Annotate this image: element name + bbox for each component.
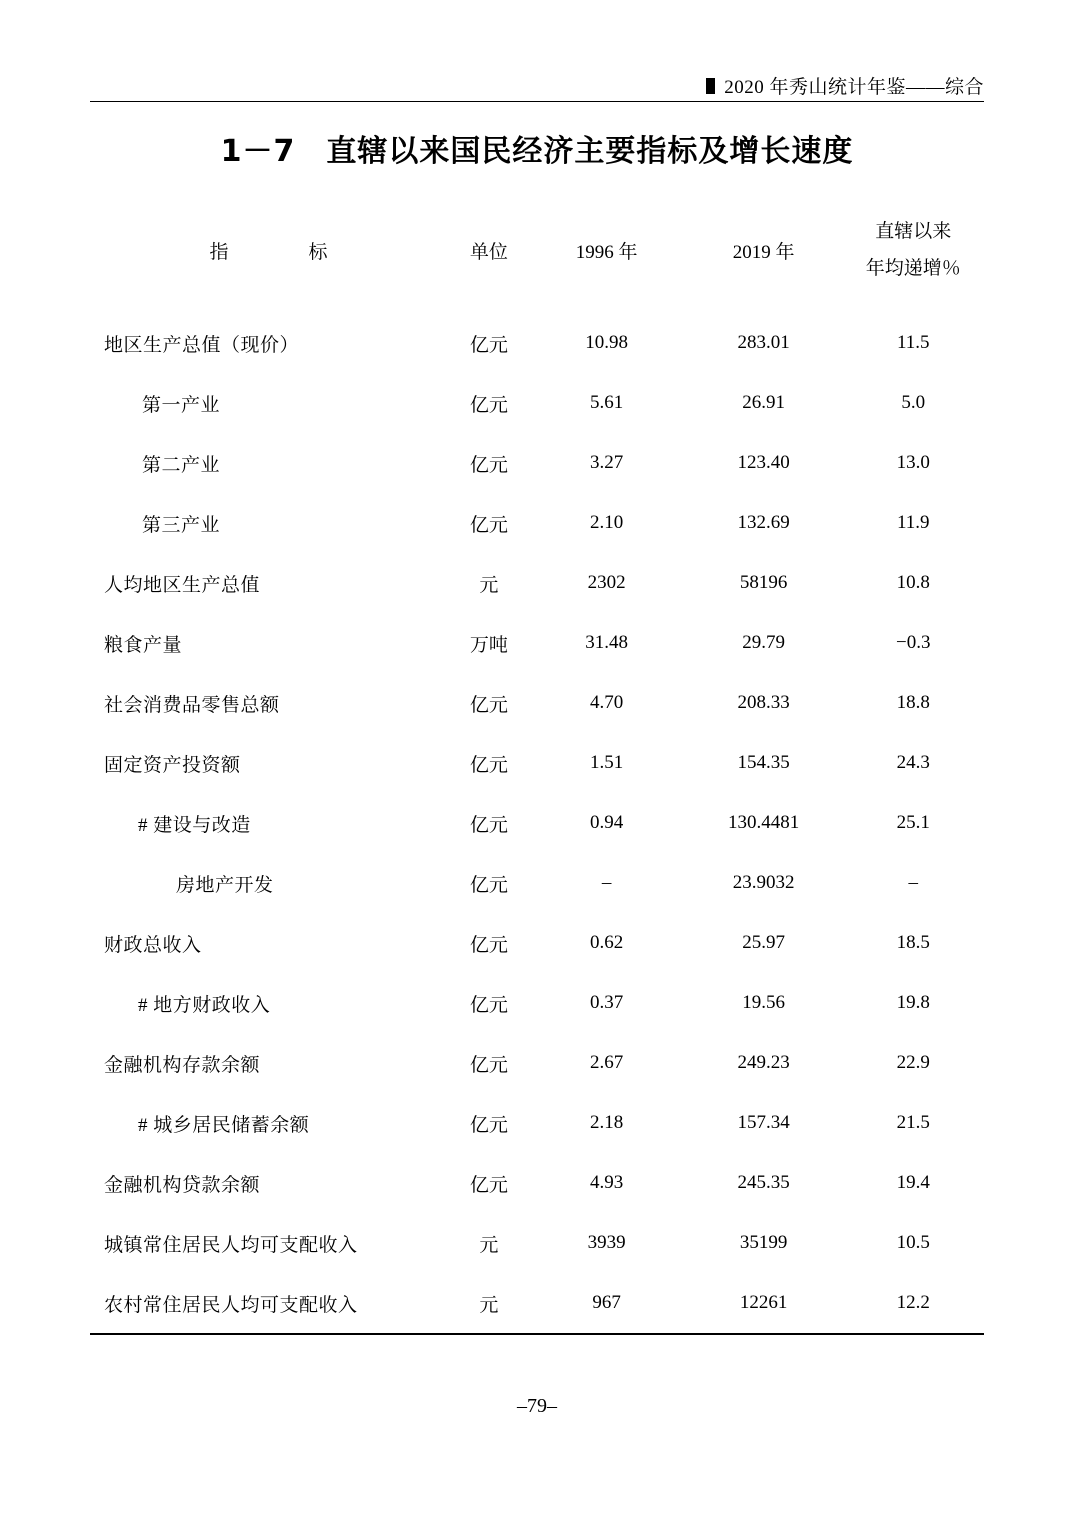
cell-value-1996: –	[601, 872, 612, 893]
cell-value-growth: 13.0	[896, 452, 930, 473]
cell-indicator: 农村常住居民人均可支配收入	[90, 1273, 449, 1334]
cell-unit: 亿元	[469, 1114, 508, 1136]
cell-value-2019: 157.34	[737, 1112, 790, 1133]
cell-indicator: 地区生产总值（现价）	[104, 334, 300, 356]
page-header	[90, 72, 984, 104]
statistics-table	[90, 188, 984, 1335]
table-row	[90, 493, 984, 553]
cell-value-2019: 123.40	[737, 452, 790, 473]
cell-value-growth: 21.5	[896, 1112, 930, 1133]
cell-value-growth: 10.8	[896, 572, 930, 593]
cell-unit: 元	[479, 1234, 499, 1256]
table-row	[90, 433, 984, 493]
table-row	[90, 553, 984, 613]
cell-value-2019: 283.01	[737, 332, 790, 353]
table-row	[90, 853, 984, 913]
cell-value-1996: 3.27	[590, 452, 624, 473]
cell-unit: 亿元	[469, 454, 508, 476]
cell-value-2019: 35199	[739, 1232, 788, 1253]
cell-value-1996: 5.61	[590, 392, 624, 413]
cell-unit: 亿元	[469, 394, 508, 416]
cell-value-growth: 24.3	[896, 752, 930, 773]
cell-value-2019: 58196	[739, 572, 788, 593]
cell-value-2019: 29.79	[742, 632, 785, 653]
table-row	[90, 733, 984, 793]
cell-unit: 亿元	[469, 1054, 508, 1076]
page-number: –79–	[517, 1395, 557, 1417]
cell-value-growth: 19.4	[896, 1172, 930, 1193]
table-row	[90, 1033, 984, 1093]
column-header-growth	[843, 188, 984, 313]
cell-unit: 亿元	[469, 514, 508, 536]
cell-value-1996: 10.98	[585, 332, 629, 353]
cell-unit: 亿元	[469, 934, 508, 956]
cell-value-growth: −0.3	[896, 632, 931, 653]
page-title: 1－7 直辖以来国民经济主要指标及增长速度	[220, 134, 854, 169]
cell-value-1996: 4.70	[590, 692, 624, 713]
table-row	[90, 1213, 984, 1273]
table-row	[90, 913, 984, 973]
cell-value-1996: 31.48	[585, 632, 629, 653]
table-row	[90, 673, 984, 733]
cell-indicator: # 城乡居民储蓄余额	[138, 1114, 310, 1136]
cell-indicator: # 地方财政收入	[138, 994, 271, 1016]
table-row	[90, 1093, 984, 1153]
table-row	[90, 973, 984, 1033]
column-header-growth-line2: 年均递增％	[865, 257, 961, 279]
table-row	[90, 793, 984, 853]
cell-indicator: 固定资产投资额	[104, 754, 241, 776]
cell-value-1996: 1.51	[590, 752, 624, 773]
cell-unit: 亿元	[469, 754, 508, 776]
cell-indicator: 财政总收入	[104, 934, 202, 956]
cell-value-2019: 154.35	[737, 752, 790, 773]
cell-value-1996: 0.62	[590, 932, 624, 953]
table-row	[90, 373, 984, 433]
cell-unit: 亿元	[469, 994, 508, 1016]
cell-value-growth: 18.8	[896, 692, 930, 713]
cell-value-1996: 2.18	[590, 1112, 624, 1133]
cell-value-2019: 132.69	[737, 512, 790, 533]
cell-value-growth: 25.1	[896, 812, 930, 833]
cell-value-growth: 10.5	[896, 1232, 930, 1253]
cell-unit: 元	[479, 574, 499, 596]
table-row	[90, 1153, 984, 1213]
cell-value-1996: 967	[529, 1273, 685, 1334]
square-bullet-icon	[706, 78, 715, 94]
cell-unit: 亿元	[469, 814, 508, 836]
table-row	[90, 313, 984, 373]
cell-value-1996: 0.37	[590, 992, 624, 1013]
cell-indicator: 金融机构贷款余额	[104, 1174, 261, 1196]
cell-indicator: 城镇常住居民人均可支配收入	[104, 1234, 358, 1256]
column-header-growth-line1: 直辖以来	[875, 221, 952, 243]
cell-value-growth: 12.2	[843, 1273, 984, 1334]
cell-unit: 元	[449, 1273, 529, 1334]
column-header-unit: 单位	[469, 242, 508, 263]
cell-indicator: # 建设与改造	[138, 814, 251, 836]
cell-value-growth: –	[908, 872, 918, 893]
cell-indicator: 第二产业	[142, 454, 221, 476]
cell-value-2019: 26.91	[742, 392, 785, 413]
cell-value-2019: 208.33	[737, 692, 790, 713]
cell-value-1996: 0.94	[590, 812, 624, 833]
cell-indicator: 第一产业	[142, 394, 221, 416]
column-header-indicator	[90, 188, 449, 313]
cell-value-growth: 11.5	[896, 332, 930, 353]
cell-value-growth: 22.9	[896, 1052, 930, 1073]
cell-value-1996: 2.67	[590, 1052, 624, 1073]
cell-value-1996: 2.10	[590, 512, 624, 533]
cell-value-2019: 130.4481	[727, 812, 800, 833]
cell-unit: 亿元	[469, 334, 508, 356]
header-divider	[90, 101, 984, 102]
cell-indicator: 社会消费品零售总额	[104, 694, 280, 716]
cell-indicator: 第三产业	[142, 514, 221, 536]
cell-value-2019: 12261	[685, 1273, 843, 1334]
cell-indicator: 人均地区生产总值	[104, 574, 261, 596]
cell-value-2019: 249.23	[737, 1052, 790, 1073]
cell-value-1996: 4.93	[590, 1172, 624, 1193]
table-body	[90, 313, 984, 1334]
table-header-row	[90, 188, 984, 313]
cell-indicator: 金融机构存款余额	[104, 1054, 261, 1076]
column-header-2019: 2019 年	[732, 242, 795, 263]
cell-value-2019: 25.97	[742, 932, 785, 953]
cell-value-2019: 19.56	[742, 992, 785, 1013]
cell-unit: 亿元	[469, 874, 508, 896]
cell-value-1996: 3939	[587, 1232, 626, 1253]
column-header-1996: 1996 年	[575, 242, 638, 263]
table-header	[90, 188, 984, 313]
cell-value-growth: 11.9	[896, 512, 930, 533]
cell-unit: 万吨	[469, 634, 508, 656]
cell-indicator: 房地产开发	[176, 874, 274, 896]
cell-value-growth: 18.5	[896, 932, 930, 953]
cell-value-2019: 23.9032	[732, 872, 795, 893]
column-header-indicator-label: 指 标	[209, 242, 342, 263]
header-text: 2020 年秀山统计年鉴——综合	[724, 77, 984, 98]
cell-value-growth: 19.8	[896, 992, 930, 1013]
table-row	[90, 613, 984, 673]
cell-indicator: 粮食产量	[104, 634, 183, 656]
cell-value-2019: 245.35	[737, 1172, 790, 1193]
cell-unit: 亿元	[469, 1174, 508, 1196]
cell-value-1996: 2302	[587, 572, 626, 593]
cell-unit: 亿元	[469, 694, 508, 716]
cell-value-growth: 5.0	[901, 392, 926, 413]
table-row	[90, 1273, 984, 1334]
